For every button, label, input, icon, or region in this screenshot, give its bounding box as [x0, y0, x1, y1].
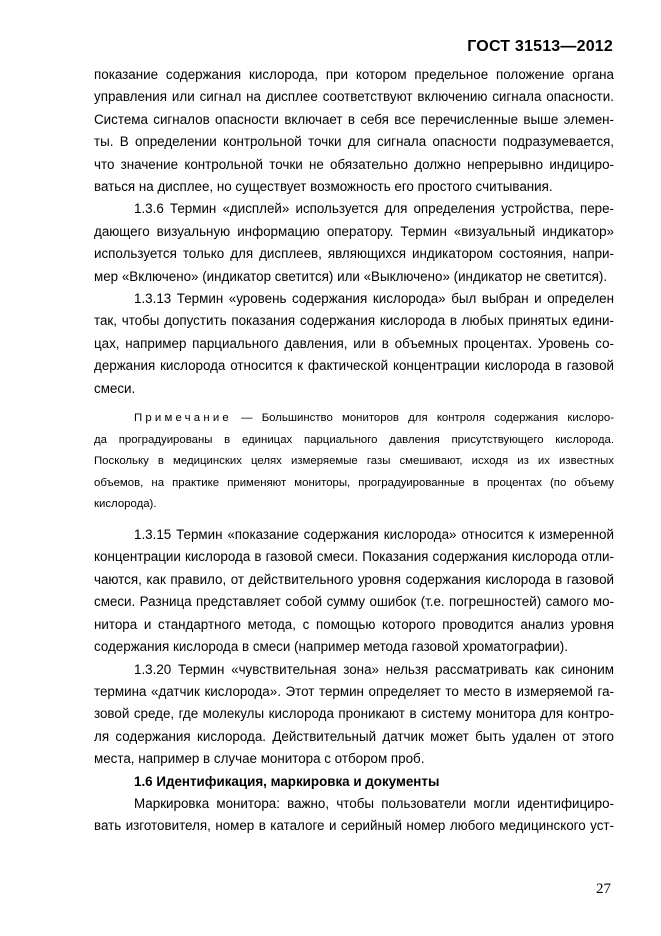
- paragraph-line: Маркировка монитора: важно, чтобы пользователи могли идентифициро-: [134, 795, 614, 811]
- paragraph-line: мер «Включено» (индикатор светится) или «Выключено» (индикатор не светится).: [94, 268, 608, 284]
- standard-number: ГОСТ 31513—2012: [467, 38, 613, 55]
- paragraph-line: ваться на дисплее, но существует возможность его простого считывания.: [94, 179, 553, 195]
- note-line: объемов, на практике применяют мониторы, проградуированные в процентах (по объему: [94, 476, 614, 489]
- paragraph-line: 1.3.13 Термин «уровень содержания кислорода» был выбран и определен: [134, 291, 614, 307]
- paragraph-line: содержания кислорода в смеси (например метода газовой хроматографии).: [94, 639, 568, 655]
- paragraph-line: дающего визуальную информацию оператору. Термин «визуальный индикатор»: [94, 223, 614, 239]
- paragraph-line: вать изготовителя, номер в каталоге и серийный номер любого медицинского уст-: [94, 818, 614, 834]
- paragraph-line: цах, например парциального давления, или в объемных процентах. Уровень со-: [94, 335, 614, 351]
- note-line: Поскольку в медицинских целях измеряемые газы смешивают, исходя из их известных: [94, 455, 614, 468]
- note-line: кислорода).: [94, 498, 157, 511]
- paragraph-line: смеси. Разница представляет собой сумму ошибок (т.е. погрешностей) самого мо-: [94, 594, 614, 610]
- note-line: да проградуированы в единицах парциального давления присутствующего кислорода.: [94, 433, 614, 446]
- paragraph-line: так, чтобы допустить показания содержания кислорода в любых принятых едини-: [94, 313, 614, 329]
- paragraph-line: что значение контрольной точки не обязательно должно непрерывно индициро-: [94, 156, 614, 172]
- paragraph-line: 1.3.20 Термин «чувствительная зона» нельзя рассматривать как синоним: [134, 661, 614, 677]
- paragraph-line: управления или сигнал на дисплее соответствуют включению сигнала опасности.: [94, 89, 614, 105]
- paragraph-line: показание содержания кислорода, при котором предельное положение органа: [94, 67, 614, 82]
- paragraph-line: ты. В определении контрольной точки для сигнала опасности подразумевается,: [94, 134, 614, 150]
- document-body: [94, 64, 614, 838]
- paragraph-line: места, например в случае монитора с отбором проб.: [94, 751, 425, 767]
- paragraph-line: нитора и стандартного метода, с помощью которого проводится анализ уровня: [94, 616, 614, 632]
- paragraph-line: ля содержания кислорода. Действительный датчик может быть удален от этого: [94, 728, 614, 744]
- paragraph-line: держания кислорода относится к фактической концентрации кислорода в газовой: [94, 358, 614, 374]
- paragraph-line: зовой среде, где молекулы кислорода проникают в систему монитора для контро-: [94, 706, 614, 722]
- page-number: 27: [596, 881, 611, 897]
- paragraph-line: концентрации кислорода в газовой смеси. Показания содержания кислорода отли-: [94, 549, 614, 565]
- paragraph-line: 1.3.6 Термин «дисплей» используется для определения устройства, пере-: [134, 201, 614, 217]
- paragraph-line: смеси.: [94, 380, 136, 396]
- paragraph-line: используется только для дисплеев, являющихся индикатором состояния, напри-: [94, 246, 614, 262]
- paragraph-line: Система сигналов опасности включает в себя все перечисленные выше элемен-: [94, 111, 614, 127]
- paragraph-line: 1.3.15 Термин «показание содержания кислорода» относится к измеренной: [134, 527, 614, 543]
- paragraph-line: чаются, как правило, от действительного уровня содержания кислорода в газовой: [94, 571, 614, 587]
- note-text: — Большинство мониторов для контроля содержания кислоро-: [231, 412, 614, 425]
- paragraph-line: термина «датчик кислорода». Этот термин определяет то место в измеряемой га-: [94, 683, 614, 699]
- section-heading: 1.6 Идентификация, маркировка и документы: [134, 773, 440, 789]
- note-line: [94, 408, 614, 430]
- note-label: Примечание: [134, 412, 232, 425]
